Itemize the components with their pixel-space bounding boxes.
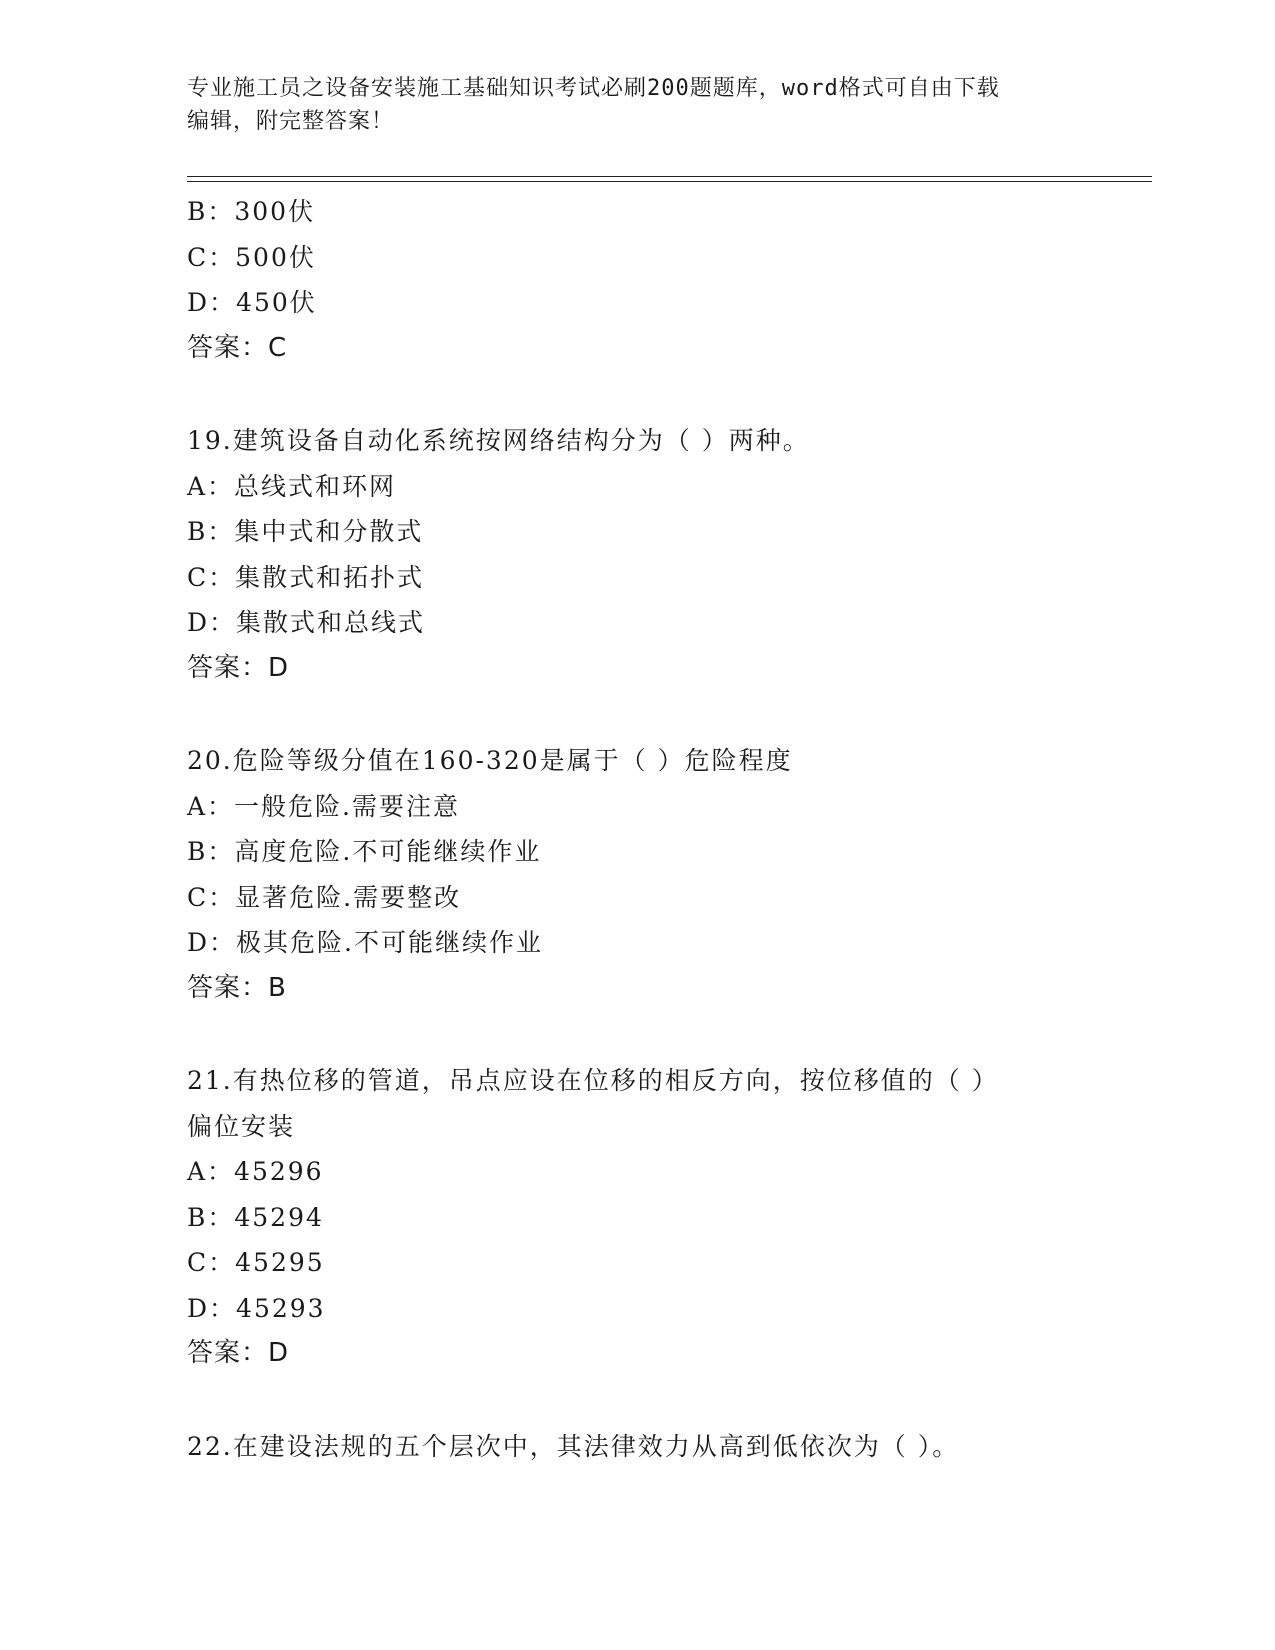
option-b: B：45294 xyxy=(187,1202,324,1232)
option-c: C：集散式和拓扑式 xyxy=(187,562,425,592)
question-block-19 xyxy=(187,418,1147,691)
option-a: A：45296 xyxy=(187,1157,324,1186)
option-c: C：500伏 xyxy=(187,242,316,272)
question-stem: 19.建筑设备自动化系统按网络结构分为（ ）两种。 xyxy=(187,426,810,455)
answer-line: 答案：B xyxy=(187,972,287,1003)
option-b: B：高度危险.不可能继续作业 xyxy=(187,837,542,866)
header-divider-top xyxy=(187,176,1152,177)
question-stem: 21.有热位移的管道，吊点应设在位移的相反方向，按位移值的（ ） xyxy=(187,1066,999,1095)
option-a: A：总线式和环网 xyxy=(187,471,397,501)
question-block-20 xyxy=(187,738,1147,1011)
header-title-line-1: 专业施工员之设备安装施工基础知识考试必刷200题题库，word格式可自由下载 xyxy=(187,76,1000,101)
option-c: C：45295 xyxy=(187,1248,325,1277)
document-header xyxy=(187,72,1067,138)
spacer xyxy=(187,371,1147,418)
spacer xyxy=(187,1011,1147,1058)
answer-line: 答案：C xyxy=(187,332,288,363)
header-divider-bottom xyxy=(187,181,1152,182)
question-block-22 xyxy=(187,1424,1147,1470)
spacer xyxy=(187,691,1147,738)
answer-line: 答案：D xyxy=(187,1338,290,1368)
question-content xyxy=(187,189,1147,1469)
header-title-line-2: 编辑，附完整答案！ xyxy=(187,109,395,134)
option-d: D：450伏 xyxy=(187,288,317,317)
answer-line: 答案：D xyxy=(187,652,290,683)
option-a: A：一般危险.需要注意 xyxy=(187,791,461,821)
option-d: D：极其危险.不可能继续作业 xyxy=(187,928,543,957)
option-b: B：集中式和分散式 xyxy=(187,517,424,546)
question-block-18 xyxy=(187,189,1147,371)
question-stem-continued: 偏位安装 xyxy=(187,1111,296,1141)
option-d: D：集散式和总线式 xyxy=(187,608,426,637)
question-stem: 22.在建设法规的五个层次中，其法律效力从高到低依次为（ ）。 xyxy=(187,1431,960,1461)
question-block-21 xyxy=(187,1058,1147,1377)
option-d: D：45293 xyxy=(187,1293,326,1323)
option-c: C：显著危险.需要整改 xyxy=(187,882,462,912)
question-stem: 20.危险等级分值在160-320是属于（ ）危险程度 xyxy=(187,746,793,775)
option-b: B：300伏 xyxy=(187,197,316,226)
spacer xyxy=(187,1377,1147,1424)
